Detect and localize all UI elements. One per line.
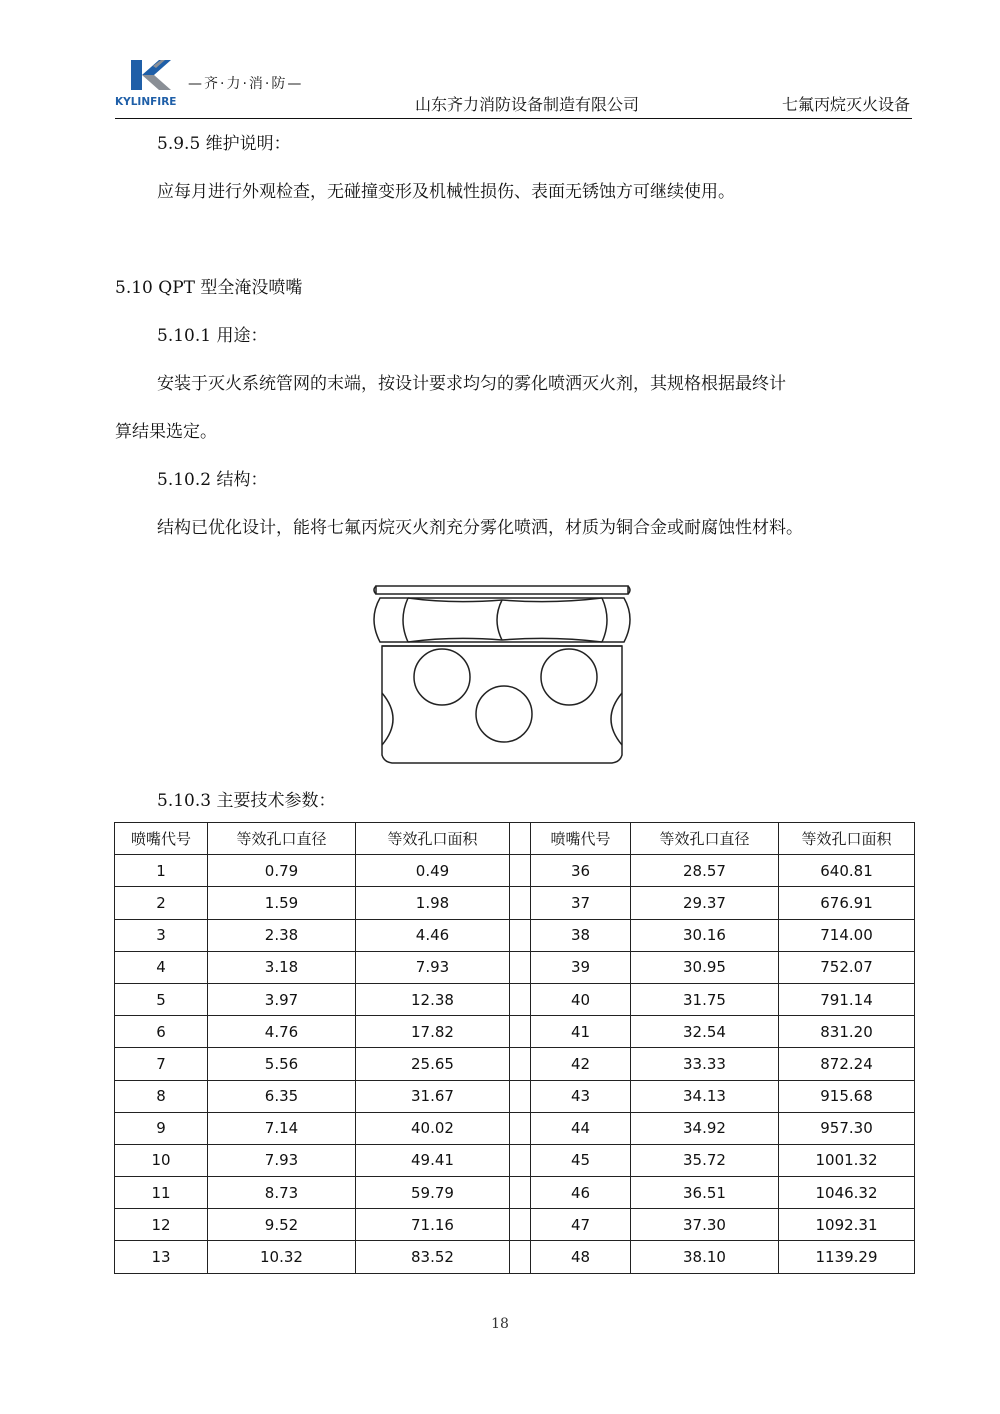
table-cell: 33.33 [631,1048,779,1080]
table-row [115,1048,915,1080]
page-number: 18 [491,1316,509,1332]
paragraph-usage-line1: 安装于灭火系统管网的末端，按设计要求均匀的雾化喷洒灭火剂，其规格根据最终计 [157,374,786,394]
table-header-row [115,823,915,855]
logo-slogan: —齐·力·消·防— [188,76,304,92]
table-cell: 9 [115,1112,208,1144]
header-company-name: 山东齐力消防设备制造有限公司 [415,95,640,114]
table-cell: 46 [531,1177,631,1209]
table-cell: 31.75 [631,983,779,1015]
table-gap-cell [510,1016,531,1048]
table-cell: 31.67 [356,1080,510,1112]
table-cell: 831.20 [779,1016,915,1048]
table-cell: 35.72 [631,1144,779,1176]
table-cell: 5 [115,983,208,1015]
paragraph-usage-line2: 算结果选定。 [115,422,217,442]
table-cell: 791.14 [779,983,915,1015]
table-cell: 30.95 [631,951,779,983]
table-cell: 8.73 [208,1177,356,1209]
table-cell: 7.14 [208,1112,356,1144]
table-cell: 45 [531,1144,631,1176]
table-cell: 59.79 [356,1177,510,1209]
table-cell: 40 [531,983,631,1015]
heading-5-10: 5.10 QPT 型全淹没喷嘴 [115,278,303,298]
table-cell: 17.82 [356,1016,510,1048]
table-cell: 3.18 [208,951,356,983]
table-cell: 37.30 [631,1209,779,1241]
table-cell: 47 [531,1209,631,1241]
table-gap-cell [510,1048,531,1080]
header-cell: 等效孔口直径 [208,823,356,855]
table-cell: 1 [115,855,208,887]
table-row [115,1112,915,1144]
table-cell: 41 [531,1016,631,1048]
table-cell: 8 [115,1080,208,1112]
table-gap-cell [510,1209,531,1241]
nozzle-drawing [360,580,645,770]
table-cell: 42 [531,1048,631,1080]
parameter-table [114,822,915,1274]
table-cell: 29.37 [631,887,779,919]
table-gap-cell [510,855,531,887]
table-cell: 10 [115,1144,208,1176]
header-cell: 等效孔口面积 [779,823,915,855]
table-cell: 36.51 [631,1177,779,1209]
table-row [115,887,915,919]
header-cell: 喷嘴代号 [531,823,631,855]
table-cell: 7.93 [208,1144,356,1176]
header-cell: 喷嘴代号 [115,823,208,855]
table-gap-cell [510,823,531,855]
page-header [115,58,912,119]
table-gap-cell [510,951,531,983]
table-cell: 957.30 [779,1112,915,1144]
logo-wordmark: KYLINFIRE [115,96,177,108]
table-cell: 1.98 [356,887,510,919]
table-row [115,1080,915,1112]
table-row [115,951,915,983]
table-cell: 40.02 [356,1112,510,1144]
table-cell: 3.97 [208,983,356,1015]
table-cell: 1.59 [208,887,356,919]
table-cell: 3 [115,919,208,951]
table-row [115,1241,915,1273]
table-cell: 39 [531,951,631,983]
table-cell: 4.76 [208,1016,356,1048]
table-gap-cell [510,1177,531,1209]
table-cell: 1139.29 [779,1241,915,1273]
table-gap-cell [510,887,531,919]
table-cell: 714.00 [779,919,915,951]
table-cell: 872.24 [779,1048,915,1080]
table-cell: 25.65 [356,1048,510,1080]
table-cell: 915.68 [779,1080,915,1112]
table-cell: 30.16 [631,919,779,951]
table-cell: 7.93 [356,951,510,983]
heading-5-10-3: 5.10.3 主要技术参数： [157,791,336,811]
table-cell: 36 [531,855,631,887]
table-gap-cell [510,919,531,951]
table-cell: 0.49 [356,855,510,887]
table-cell: 37 [531,887,631,919]
table-row [115,855,915,887]
table-cell: 32.54 [631,1016,779,1048]
table-cell: 28.57 [631,855,779,887]
table-cell: 38 [531,919,631,951]
table-row [115,1209,915,1241]
table-cell: 1001.32 [779,1144,915,1176]
header-cell: 等效孔口面积 [356,823,510,855]
table-gap-cell [510,983,531,1015]
table-gap-cell [510,1080,531,1112]
table-gap-cell [510,1144,531,1176]
table-cell: 5.56 [208,1048,356,1080]
heading-5-10-2: 5.10.2 结构： [157,470,268,490]
table-cell: 1046.32 [779,1177,915,1209]
table-cell: 10.32 [208,1241,356,1273]
table-cell: 48 [531,1241,631,1273]
paragraph-structure: 结构已优化设计，能将七氟丙烷灭火剂充分雾化喷洒，材质为铜合金或耐腐蚀性材料。 [157,518,803,538]
table-cell: 49.41 [356,1144,510,1176]
table-cell: 4 [115,951,208,983]
table-cell: 676.91 [779,887,915,919]
table-cell: 2.38 [208,919,356,951]
table-cell: 38.10 [631,1241,779,1273]
table-cell: 9.52 [208,1209,356,1241]
table-cell: 7 [115,1048,208,1080]
table-row [115,1144,915,1176]
header-product-name: 七氟丙烷灭火设备 [781,95,910,114]
table-cell: 6.35 [208,1080,356,1112]
heading-5-9-5: 5.9.5 维护说明： [157,134,291,154]
header-cell: 等效孔口直径 [631,823,779,855]
table-cell: 34.13 [631,1080,779,1112]
heading-5-10-1: 5.10.1 用途： [157,326,268,346]
table-cell: 12 [115,1209,208,1241]
table-row [115,983,915,1015]
table-row [115,919,915,951]
table-cell: 71.16 [356,1209,510,1241]
table-cell: 11 [115,1177,208,1209]
table-cell: 4.46 [356,919,510,951]
paragraph-maintenance: 应每月进行外观检查，无碰撞变形及机械性损伤、表面无锈蚀方可继续使用。 [157,182,735,202]
table-cell: 640.81 [779,855,915,887]
table-row [115,1177,915,1209]
table-row [115,1016,915,1048]
table-cell: 43 [531,1080,631,1112]
table-gap-cell [510,1112,531,1144]
table-cell: 1092.31 [779,1209,915,1241]
table-gap-cell [510,1241,531,1273]
table-cell: 83.52 [356,1241,510,1273]
table-cell: 2 [115,887,208,919]
table-cell: 12.38 [356,983,510,1015]
table-cell: 752.07 [779,951,915,983]
table-cell: 0.79 [208,855,356,887]
table-cell: 13 [115,1241,208,1273]
table-cell: 44 [531,1112,631,1144]
table-cell: 6 [115,1016,208,1048]
table-cell: 34.92 [631,1112,779,1144]
